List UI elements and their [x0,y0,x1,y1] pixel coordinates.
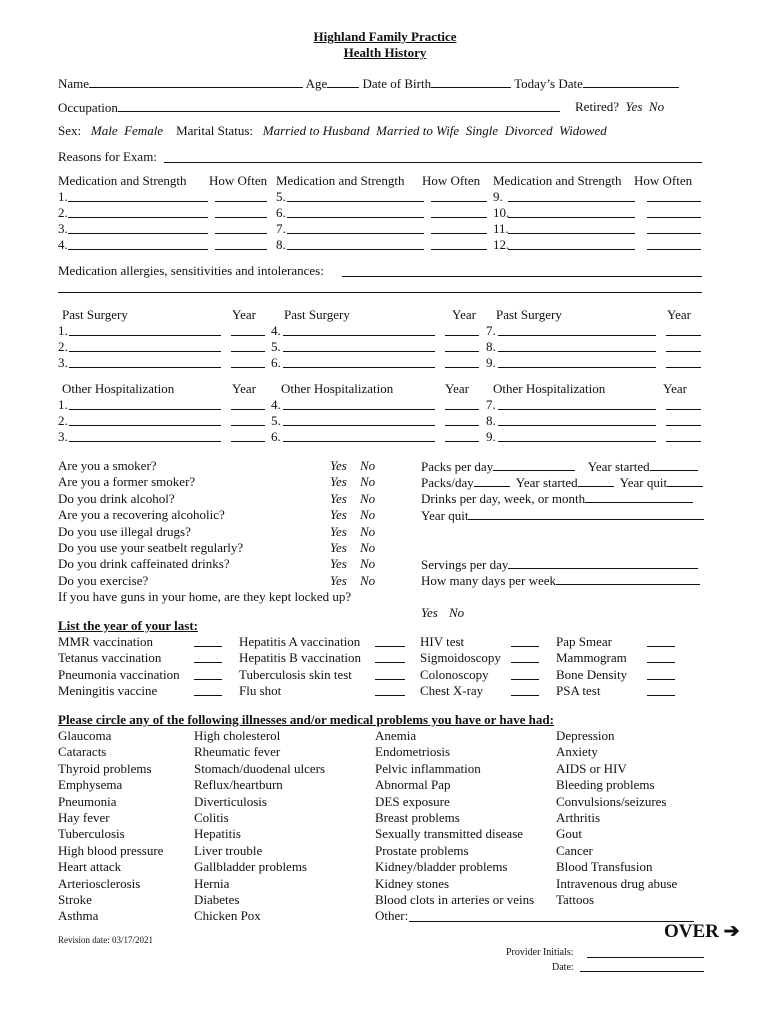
vaccine-year-field[interactable] [511,662,539,663]
hosp-year-field[interactable] [231,409,265,410]
med-often-field[interactable] [215,217,267,218]
illness-item[interactable]: High cholesterol [194,728,281,743]
answer-no[interactable]: No [360,507,376,523]
illness-item[interactable]: Pelvic inflammation [375,760,481,776]
vaccine-label: Bone Density [556,666,628,682]
hosp-header-3: Other Hospitalization [493,381,606,396]
former-year-started-field[interactable] [578,474,614,487]
exercise-days-field[interactable] [556,572,700,585]
surgery-year-3: Year [667,307,691,322]
med-number: 4. [58,237,68,252]
vaccine-label: Pneumonia vaccination [58,666,180,682]
med-often-field[interactable] [431,233,487,234]
hosp-name-field[interactable] [283,425,435,426]
hosp-year-1: Year [232,381,256,396]
hosp-name-field[interactable] [498,441,656,442]
hosp-number: 2. [58,413,68,428]
reasons-field[interactable] [164,162,702,163]
answer-yes[interactable]: Yes [330,490,347,506]
surgery-header-2: Past Surgery [284,307,350,322]
med-name-field[interactable] [508,249,635,250]
drinks-field[interactable] [585,490,693,503]
med-number: 12. [493,237,510,252]
occupation-field[interactable] [118,99,560,112]
dob-label: Date of Birth [362,76,432,91]
answer-no[interactable]: No [360,572,376,588]
hosp-name-field[interactable] [498,425,656,426]
illness-item[interactable]: Reflux/heartburn [194,777,283,793]
hosp-name-field[interactable] [498,409,656,410]
answer-yes[interactable]: Yes [421,605,438,621]
illness-item[interactable]: Diabetes [194,892,240,907]
lifestyle-question: Do you drink alcohol? [58,490,175,506]
med-often-field[interactable] [647,233,701,234]
hosp-number: 4. [271,397,281,412]
answer-yes[interactable]: Yes [330,507,347,523]
answer-no[interactable]: No [449,605,465,621]
marital-widowed[interactable]: Widowed [559,123,607,138]
med-name-field[interactable] [287,233,424,234]
med-often-field[interactable] [647,201,701,202]
surgery-name-field[interactable] [498,335,656,336]
surgery-name-field[interactable] [283,367,435,368]
med-name-field[interactable] [508,233,635,234]
med-often-field[interactable] [431,217,487,218]
today-field[interactable] [583,75,679,88]
packs-day-label: Packs/day [421,475,474,490]
over-label [664,921,740,942]
provider-initials-field[interactable] [587,957,704,958]
med-header-2: Medication and Strength [276,173,405,188]
answer-yes[interactable]: Yes [330,474,347,490]
name-row [58,75,679,92]
surgery-number: 2. [58,339,68,354]
hosp-name-field[interactable] [69,425,221,426]
today-label: Today’s Date [514,76,583,91]
hosp-number: 8. [486,413,496,428]
illness-item[interactable]: Gallbladder problems [194,859,307,875]
answer-yes[interactable]: Yes [330,556,347,572]
sex-label: Sex: [58,123,82,138]
illness-item[interactable]: Prostate problems [375,842,469,858]
med-often-header-1: How Often [209,173,268,188]
illness-item[interactable]: Intravenous drug abuse [556,875,678,891]
answer-yes[interactable]: Yes [330,540,347,555]
surgery-year-field[interactable] [666,367,701,368]
illness-item[interactable]: Chicken Pox [194,908,261,924]
surgery-year-field[interactable] [666,335,701,336]
servings-row [421,556,698,573]
sex-female[interactable]: Female [124,123,164,138]
surgery-year-field[interactable] [666,351,701,352]
answer-no[interactable]: No [360,474,376,490]
illness-item[interactable]: Arteriosclerosis [58,875,141,891]
vaccine-label: Hepatitis A vaccination [239,634,361,649]
over-text: OVER [664,921,719,942]
illness-item[interactable]: Rheumatic fever [194,744,281,760]
answer-yes[interactable]: Yes [330,458,347,473]
vaccine-year-field[interactable] [194,695,222,696]
recovering-quit-row [421,507,704,524]
retired-group [575,99,664,115]
exercise-days-label: How many days per week [421,573,557,588]
illness-item[interactable]: Tattoos [556,892,595,907]
drinks-row [421,490,693,507]
surgery-header-3: Past Surgery [496,307,562,322]
vaccine-label: MMR vaccination [58,634,153,649]
illness-item[interactable]: Abnormal Pap [375,777,451,793]
illness-item[interactable]: Breast problems [375,810,460,825]
other-illness-field[interactable] [409,921,694,922]
med-often-field[interactable] [647,249,701,250]
marital-husband[interactable]: Married to Husband [262,123,370,138]
retired-no[interactable]: No [648,99,665,114]
illness-item[interactable]: Hepatitis [194,826,241,842]
answer-yes[interactable]: Yes [330,523,347,539]
hosp-number: 6. [271,429,281,444]
vaccine-year-field[interactable] [647,679,675,680]
recovering-year-quit-label: Year quit [421,508,469,523]
illness-item[interactable]: Blood clots in arteries or veins [375,892,535,907]
answer-yes[interactable]: Yes [330,572,347,588]
illness-item[interactable]: Hay fever [58,810,110,825]
med-often-field[interactable] [431,201,487,202]
vaccine-year-field[interactable] [375,695,405,696]
med-often-field[interactable] [215,201,267,202]
vaccine-year-field[interactable] [375,662,405,663]
servings-label: Servings per day [421,557,509,572]
lifestyle-question: Do you use illegal drugs? [58,523,191,539]
illness-item[interactable]: AIDS or HIV [556,760,627,776]
med-often-field[interactable] [647,217,701,218]
surgery-year-field[interactable] [231,335,265,336]
med-name-field[interactable] [68,249,208,250]
right-arrow-icon: ➔ [723,921,740,942]
med-name-field[interactable] [508,217,635,218]
illness-item[interactable]: Tuberculosis [58,826,125,842]
allergies-label: Medication allergies, sensitivities and intolerances: [58,263,324,278]
vaccine-year-field[interactable] [511,646,539,647]
med-often-field[interactable] [431,249,487,250]
vaccine-label: PSA test [556,683,601,699]
illness-item[interactable]: Endometriosis [375,744,451,760]
illness-item[interactable]: Blood Transfusion [556,859,653,875]
med-number: 3. [58,221,68,236]
illness-item[interactable]: Stomach/duodenal ulcers [194,760,326,776]
name-field[interactable] [89,75,303,88]
illness-item[interactable]: Kidney/bladder problems [375,859,508,875]
former-year-started-label: Year started [515,475,578,490]
packs-day-field[interactable] [474,474,510,487]
illness-item[interactable]: Gout [556,826,582,842]
med-number: 9. [493,189,503,204]
illness-item[interactable]: Diverticulosis [194,793,267,809]
surgery-year-field[interactable] [231,351,265,352]
illness-item[interactable]: Cancer [556,842,593,858]
illness-item[interactable]: Convulsions/seizures [556,793,667,809]
med-number: 10. [493,205,510,220]
med-often-field[interactable] [215,233,267,234]
illness-item[interactable]: Emphysema [58,777,123,793]
surgery-number: 9. [486,355,496,370]
answer-no[interactable]: No [360,523,376,539]
med-name-field[interactable] [508,201,635,202]
med-header-1: Medication and Strength [58,173,187,188]
surgery-header-1: Past Surgery [62,307,128,322]
vaccine-label: Mammogram [556,650,627,666]
med-name-field[interactable] [68,217,208,218]
illness-item[interactable]: Cataracts [58,744,107,760]
illness-item[interactable]: Colitis [194,810,229,825]
surgery-year-2: Year [452,307,476,322]
hosp-year-field[interactable] [445,425,479,426]
med-name-field[interactable] [68,201,208,202]
hosp-header-1: Other Hospitalization [62,381,175,396]
med-name-field[interactable] [287,201,424,202]
med-name-field[interactable] [287,249,424,250]
illness-item[interactable]: Depression [556,728,615,743]
surgery-number: 4. [271,323,281,338]
hosp-year-field[interactable] [666,425,701,426]
illness-item[interactable]: Kidney stones [375,875,450,891]
surgery-name-field[interactable] [498,351,656,352]
hosp-number: 7. [486,397,496,412]
year-started-label: Year started [587,459,650,474]
answer-no[interactable]: No [360,490,376,506]
vaccine-year-field[interactable] [647,695,675,696]
lifestyle-question: Do you exercise? [58,572,149,588]
vaccine-label: Hepatitis B vaccination [239,650,362,666]
vaccine-label: Pap Smear [556,634,612,649]
lifestyle-question: Are you a former smoker? [58,474,196,490]
illness-item[interactable]: Heart attack [58,859,122,875]
surgery-number: 1. [58,323,68,338]
illness-item[interactable]: Sexually transmitted disease [375,826,524,842]
surgery-name-field[interactable] [283,335,435,336]
vaccine-label: Meningitis vaccine [58,683,158,699]
illnesses-title: Please circle any of the following illnesses and/or medical problems you have or have had: [58,712,554,727]
med-number: 2. [58,205,68,220]
answer-no[interactable]: No [360,540,376,555]
vaccine-label: HIV test [420,634,465,649]
illness-item[interactable]: Pneumonia [58,793,117,809]
allergies-field[interactable] [342,276,702,277]
surgery-year-field[interactable] [445,335,479,336]
hosp-number: 1. [58,397,68,412]
hosp-year-field[interactable] [666,409,701,410]
practice-name: Highland Family Practice [313,29,457,44]
lifestyle-question: Are you a smoker? [58,458,157,473]
packs-day-row [421,474,703,491]
illness-item[interactable]: DES exposure [375,793,450,809]
hosp-number: 3. [58,429,68,444]
illness-item[interactable]: Liver trouble [194,842,263,858]
illness-item[interactable]: Anxiety [556,744,598,760]
occupation-label: Occupation [58,100,118,115]
vaccine-year-field[interactable] [647,646,675,647]
vaccine-year-field[interactable] [511,679,539,680]
marital-label: Marital Status: [176,123,253,138]
marital-wife[interactable]: Married to Wife [376,123,460,138]
hosp-year-2: Year [445,381,469,396]
vaccine-year-field[interactable] [511,695,539,696]
illness-item[interactable]: Anemia [375,728,417,743]
vaccine-label: Tetanus vaccination [58,650,162,666]
illness-item[interactable]: High blood pressure [58,842,164,858]
vaccine-label: Flu shot [239,683,282,699]
vaccine-label: Tuberculosis skin test [239,666,352,682]
hosp-year-3: Year [663,381,687,396]
hosp-name-field[interactable] [283,441,435,442]
med-header-3: Medication and Strength [493,173,622,188]
surgery-number: 5. [271,339,281,354]
med-number: 6. [276,205,286,220]
vaccine-year-field[interactable] [375,646,405,647]
hosp-name-field[interactable] [69,409,221,410]
vaccine-year-field[interactable] [194,679,222,680]
med-number: 7. [276,221,286,236]
packs-per-day-label: Packs per day [421,459,494,474]
hosp-year-field[interactable] [231,425,265,426]
reasons-label: Reasons for Exam: [58,149,157,164]
dob-field[interactable] [431,75,511,88]
illness-item[interactable]: Asthma [58,908,99,924]
hosp-name-field[interactable] [283,409,435,410]
year-started-field[interactable] [650,458,698,471]
vaccine-label: Colonoscopy [420,666,489,682]
vaccine-year-field[interactable] [194,662,222,663]
marital-single[interactable]: Single [465,123,499,138]
hosp-number: 9. [486,429,496,444]
servings-field[interactable] [508,556,698,569]
surgery-number: 7. [486,323,496,338]
med-name-field[interactable] [68,233,208,234]
surgery-year-field[interactable] [445,351,479,352]
surgery-name-field[interactable] [69,335,221,336]
med-number: 8. [276,237,286,252]
sex-marital-row [58,123,607,139]
marital-divorced[interactable]: Divorced [504,123,553,138]
packs-per-day-row [421,458,698,475]
revision-date: Revision date: 03/17/2021 [58,935,153,945]
med-name-field[interactable] [287,217,424,218]
occupation-row [58,99,560,116]
vaccine-year-field[interactable] [647,662,675,663]
surgery-name-field[interactable] [69,367,221,368]
hosp-year-field[interactable] [231,441,265,442]
hosp-number: 5. [271,413,281,428]
age-field[interactable] [327,75,359,88]
hosp-year-field[interactable] [666,441,701,442]
exercise-days-row [421,572,700,589]
retired-label: Retired? [575,99,620,114]
hosp-header-2: Other Hospitalization [281,381,394,396]
vaccines-title: List the year of your last: [58,618,198,633]
med-number: 1. [58,189,68,204]
vaccine-year-field[interactable] [194,646,222,647]
hosp-year-field[interactable] [445,409,479,410]
surgery-name-field[interactable] [69,351,221,352]
packs-per-day-field[interactable] [493,458,575,471]
retired-yes[interactable]: Yes [625,99,643,114]
med-often-header-3: How Often [634,173,693,188]
vaccine-year-field[interactable] [375,679,405,680]
allergies-field-2[interactable] [58,292,702,293]
med-often-field[interactable] [215,249,267,250]
surgery-number: 6. [271,355,281,370]
drinks-label: Drinks per day, week, or month [421,491,586,506]
lifestyle-question: If you have guns in your home, are they kept locked up? [58,589,352,605]
answer-no[interactable]: No [360,556,376,572]
hosp-year-field[interactable] [445,441,479,442]
surgery-name-field[interactable] [498,367,656,368]
surgery-year-1: Year [232,307,256,322]
illness-item[interactable]: Arthritis [556,810,601,825]
surgery-number: 8. [486,339,496,354]
med-often-header-2: How Often [422,173,481,188]
year-quit-field[interactable] [667,474,703,487]
surgery-year-field[interactable] [445,367,479,368]
date-field[interactable] [580,971,704,972]
provider-initials-label: Provider Initials: [506,947,574,958]
answer-no[interactable]: No [360,458,376,473]
age-label: Age [305,76,328,91]
surgery-name-field[interactable] [283,351,435,352]
lifestyle-question: Do you use your seatbelt regularly? [58,540,244,555]
vaccine-label: Sigmoidoscopy [420,650,501,666]
vaccine-label: Chest X-ray [420,683,484,699]
year-quit-label: Year quit [619,475,668,490]
illness-item[interactable]: Bleeding problems [556,777,655,793]
surgery-year-field[interactable] [231,367,265,368]
sex-male[interactable]: Male [90,123,118,138]
med-number: 5. [276,189,286,204]
surgery-number: 3. [58,355,68,370]
recovering-year-quit-field[interactable] [468,507,704,520]
illness-item[interactable]: Thyroid problems [58,760,152,776]
illness-item[interactable]: Stroke [58,892,92,907]
hosp-name-field[interactable] [69,441,221,442]
form-title: Health History [343,45,427,60]
lifestyle-question: Are you a recovering alcoholic? [58,507,225,523]
date-label: Date: [552,962,574,973]
med-number: 11. [493,221,509,236]
lifestyle-question: Do you drink caffeinated drinks? [58,556,230,572]
name-label: Name [58,76,90,91]
illness-item[interactable]: Glaucoma [58,728,112,743]
illness-item[interactable]: Hernia [194,875,230,891]
illness-item[interactable]: Other: [375,908,409,924]
